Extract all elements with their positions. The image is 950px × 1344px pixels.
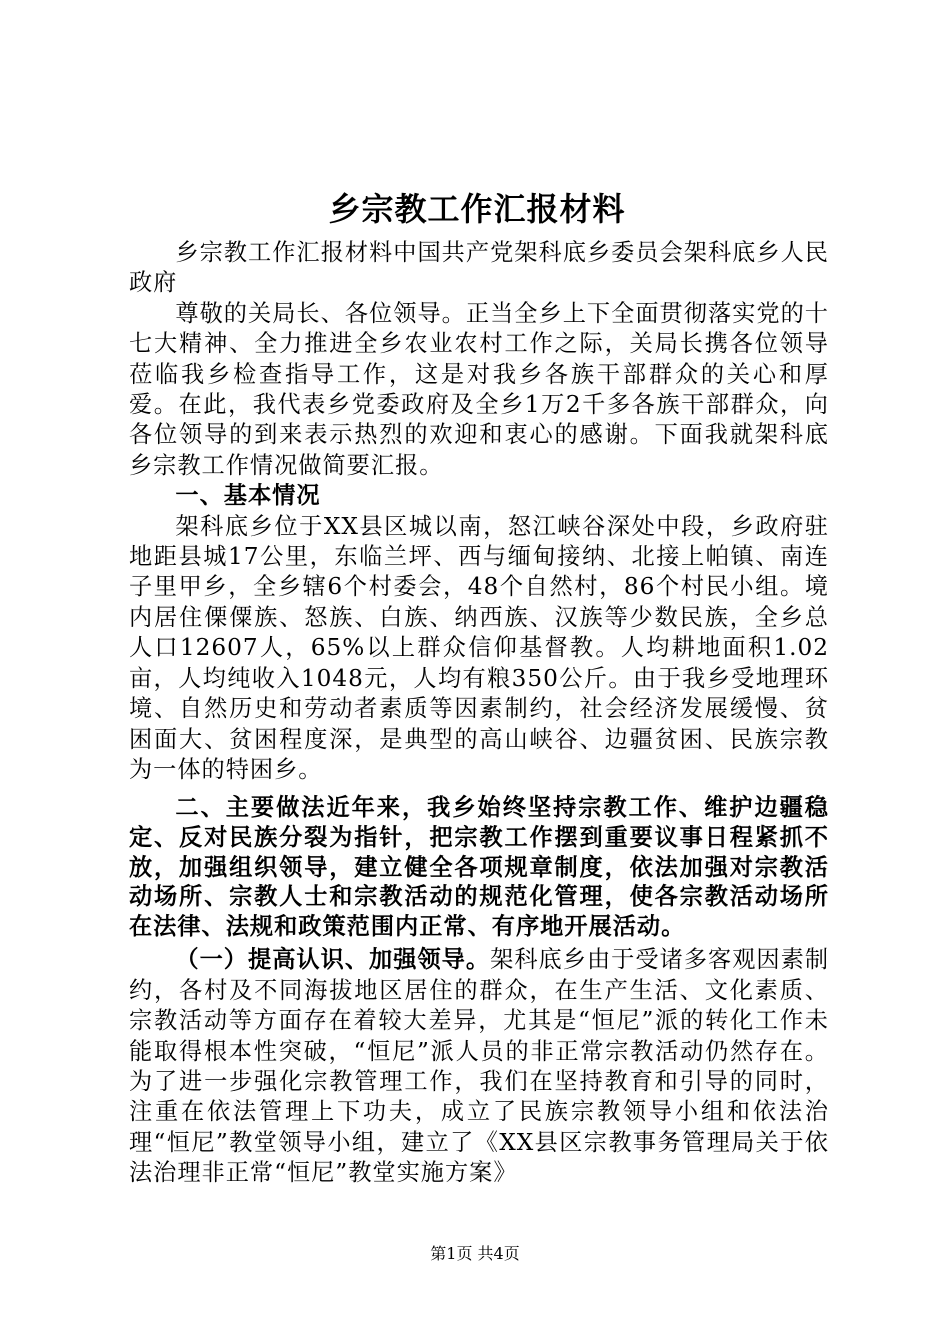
greeting-paragraph: 尊敬的关局长、各位领导。正当全乡上下全面贯彻落实党的十七大精神、全力推进全乡农业农村工作之际，关局长携各位领导莅临我乡检查指导工作，这是对我乡各族干部群众的关心和厚爱。在此，我代表乡党委政府及全乡1万2千多各族干部群众，向各位领导的到来表示热烈的欢迎和衷心的感谢。下面我就架科底乡宗教工作情况做简要汇报。	[129, 299, 829, 479]
main-practices-paragraph: 二、主要做法近年来，我乡始终坚持宗教工作、维护边疆稳定、反对民族分裂为指针，把宗教工作摆到重要议事日程紧抓不放，加强组织领导，建立健全各项规章制度，依法加强对宗教活动场所、宗教人士和宗教活动的规范化管理，使各宗教活动场所在法律、法规和政策范围内正常、有序地开展活动。	[129, 794, 829, 940]
document-page	[129, 180, 829, 1189]
intro-paragraph: 乡宗教工作汇报材料中国共产党架科底乡委员会架科底乡人民政府	[129, 239, 829, 297]
subsection-body: 架科底乡由于受诸多客观因素制约，各村及不同海拔地区居住的群众，在生产生活、文化素质、宗教活动等方面存在着较大差异，尤其是“恒尼”派的转化工作未能取得根本性突破，“恒尼”派人员的非正常宗教活动仍然存在。为了进一步强化宗教管理工作，我们在坚持教育和引导的同时，注重在依法管理上下功夫，成立了民族宗教领导小组和依法治理“恒尼”教堂领导小组，建立了《XX县区宗教事务管理局关于依法治理非正常“恒尼”教堂实施方案》	[129, 946, 830, 1187]
document-title: 乡宗教工作汇报材料	[328, 190, 626, 228]
basic-situation-paragraph: 架科底乡位于XX县区城以南，怒江峡谷深处中段，乡政府驻地距县城17公里，东临兰坪、西与缅甸接纳、北接上帕镇、南连子里甲乡，全乡辖6个村委会，48个自然村，86个村民小组。境内居住傈僳族、怒族、白族、纳西族、汉族等少数民族，全乡总人口12607人，65%以上群众信仰基督教。人均耕地面积1.02亩，人均纯收入1048元，人均有粮350公斤。由于我乡受地理环境、自然历史和劳动者素质等因素制约，社会经济发展缓慢、贫困面大、贫困程度深，是典型的高山峡谷、边疆贫困、民族宗教为一体的特困乡。	[129, 512, 829, 783]
section-heading-basic: 一、基本情况	[175, 482, 321, 510]
subsection-heading: （一）提高认识、加强领导。	[175, 946, 491, 974]
subsection-paragraph	[129, 945, 829, 1188]
page-footer: 第1页 共4页	[430, 1244, 520, 1263]
